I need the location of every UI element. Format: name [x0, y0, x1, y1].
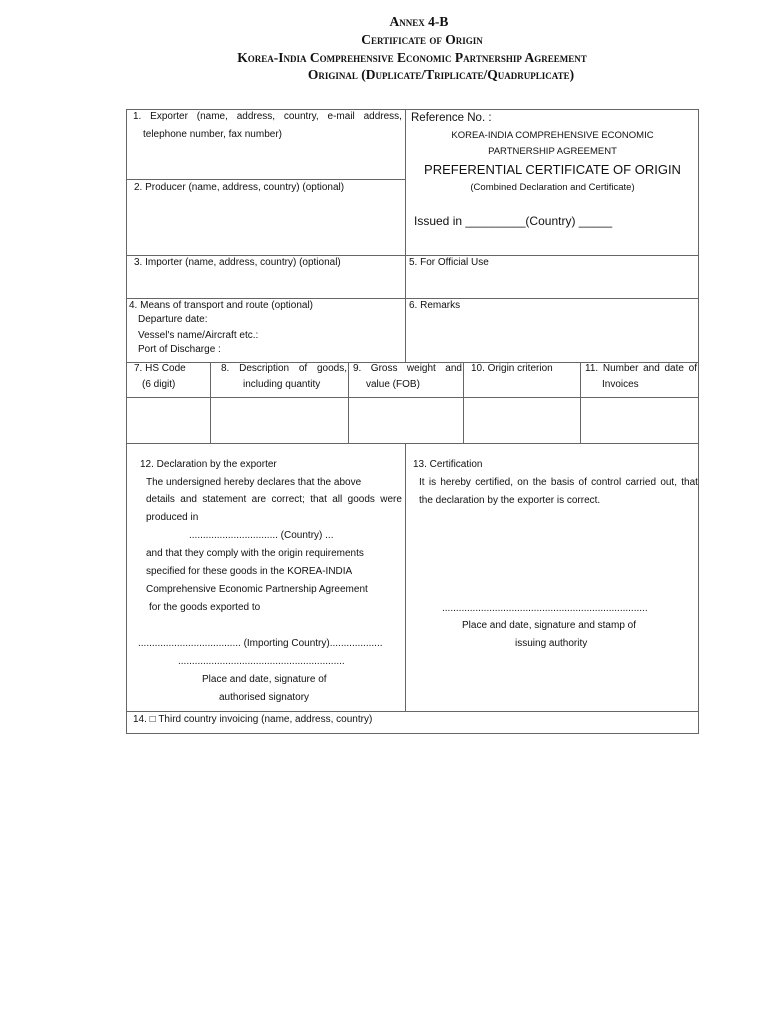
col9-gross-weight-label — [353, 364, 462, 374]
word: out, — [660, 477, 677, 488]
word: were — [380, 494, 402, 505]
word: and — [445, 363, 462, 374]
box13-certification-label: 13. Certification — [413, 459, 483, 470]
authority-signature-line[interactable]: .......................................................................... — [442, 603, 648, 614]
word: the — [532, 477, 547, 488]
certificate-title: Certificate of Origin — [361, 32, 483, 47]
word: all — [332, 494, 343, 505]
word: control — [591, 477, 622, 488]
word: (name, — [196, 111, 228, 122]
divider-col8-col9 — [348, 362, 349, 443]
divider-col7-col8 — [210, 362, 211, 443]
certification-line1 — [419, 478, 698, 488]
word: 11. — [585, 363, 599, 374]
word: 9. — [353, 363, 362, 374]
word: country, — [283, 111, 319, 122]
word: on — [517, 477, 529, 488]
word: are — [251, 494, 267, 505]
declaration-line3: produced in — [146, 512, 199, 523]
vessel-name-label: Vessel's name/Aircraft etc.: — [138, 330, 259, 341]
copies-title: Original (Duplicate/Triplicate/Quadruplicate) — [307, 67, 575, 82]
word: e-mail — [327, 111, 355, 122]
exporter-signature-line[interactable]: ............................................................ — [178, 656, 345, 667]
divider-row4 — [126, 298, 699, 299]
annex-title: Annex 4-B — [389, 14, 449, 29]
declaration-line5: and that they comply with the origin requirements — [146, 548, 364, 559]
reference-no[interactable]: Reference No. : — [411, 112, 492, 124]
col9-gross-weight-label-cont: value (FOB) — [366, 379, 420, 390]
word: hereby — [440, 477, 471, 488]
box12-declaration-label: 12. Declaration by the exporter — [140, 459, 277, 470]
word: address, — [236, 111, 276, 122]
word: Number — [602, 363, 639, 374]
box6-remarks-label: 6. Remarks — [409, 300, 461, 311]
departure-date-label: Departure date: — [138, 314, 208, 325]
word: It — [419, 477, 425, 488]
word: and — [180, 494, 197, 505]
word: weight — [406, 363, 436, 374]
col8-description-label — [221, 364, 347, 374]
divider-row12 — [126, 443, 699, 444]
preferential-certificate-title: PREFERENTIAL CERTIFICATE OF ORIGIN — [424, 162, 681, 177]
divider-box1-box2 — [126, 179, 405, 180]
word: is — [428, 477, 437, 488]
word: 1. — [133, 111, 142, 122]
box14-third-country-label: 14. □ Third country invoicing (name, address, country) — [133, 714, 373, 725]
word: that — [310, 494, 327, 505]
word: correct; — [271, 494, 305, 505]
divider-v-lower — [405, 443, 406, 711]
word: and — [643, 363, 660, 374]
col8-description-label-cont: including quantity — [243, 379, 321, 390]
word: Gross — [370, 363, 398, 374]
word: of — [298, 363, 308, 374]
combined-declaration-subtitle: (Combined Declaration and Certificate) — [470, 182, 635, 193]
exporter-signature-caption-cont: authorised signatory — [219, 692, 310, 703]
divider-row3 — [126, 255, 699, 256]
box5-official-use-label: 5. For Official Use — [409, 257, 489, 268]
word: goods, — [316, 363, 347, 374]
declaration-line2 — [146, 495, 402, 505]
divider-col9-col10 — [463, 362, 464, 443]
declaration-line1: The undersigned hereby declares that the above — [146, 477, 362, 488]
authority-signature-caption: Place and date, signature and stamp of — [462, 620, 637, 631]
divider-row14 — [126, 711, 699, 712]
declaration-line6: specified for these goods in the KOREA-INDIA — [146, 566, 353, 577]
box3-importer-label: 3. Importer (name, address, country) (optional) — [134, 257, 341, 268]
word: statement — [202, 494, 247, 505]
word: date — [664, 363, 684, 374]
word: 8. — [221, 363, 230, 374]
declaration-line7: Comprehensive Economic Partnership Agreement — [146, 584, 368, 595]
divider-col10-col11 — [580, 362, 581, 443]
agreement-line2: PARTNERSHIP AGREEMENT — [488, 146, 617, 157]
col11-invoice-label-cont: Invoices — [602, 379, 639, 390]
exporter-signature-caption: Place and date, signature of — [202, 674, 327, 685]
col10-origin-criterion-label: 10. Origin criterion — [471, 363, 553, 374]
agreement-line1: KOREA-INDIA COMPREHENSIVE ECONOMIC — [451, 130, 654, 141]
word: carried — [625, 477, 657, 488]
box1-exporter-label-cont: telephone number, fax number) — [143, 129, 282, 140]
agreement-title: Korea-India Comprehensive Economic Partnership Agreement — [237, 50, 587, 65]
certification-line2: the declaration by the exporter is correct. — [419, 495, 601, 506]
box4-transport-label: 4. Means of transport and route (optional) — [129, 300, 313, 311]
authority-signature-caption-cont: issuing authority — [515, 638, 588, 649]
word: certified, — [475, 477, 514, 488]
word: basis — [550, 477, 575, 488]
divider-goods-rows — [126, 397, 699, 398]
word: address, — [363, 111, 402, 122]
box1-exporter-label — [133, 112, 402, 122]
declaration-country-line[interactable]: ................................ (Country) ... — [189, 530, 334, 541]
port-of-discharge-label: Port of Discharge : — [138, 344, 221, 355]
word: details — [146, 494, 175, 505]
col7-hs-code-label-cont: (6 digit) — [142, 379, 176, 390]
word: of — [688, 363, 697, 374]
word: of — [578, 477, 587, 488]
word: goods — [347, 494, 375, 505]
box2-producer-label: 2. Producer (name, address, country) (optional) — [134, 182, 345, 193]
word: that — [681, 477, 698, 488]
word: Exporter — [150, 111, 188, 122]
word: Description — [239, 363, 290, 374]
issued-in-country[interactable]: Issued in _________(Country) _____ — [414, 214, 613, 228]
importing-country-line[interactable]: ..................................... (Importing Country)................... — [138, 638, 383, 649]
col7-hs-code-label: 7. HS Code — [134, 363, 186, 374]
declaration-line8: for the goods exported to — [149, 602, 261, 613]
col11-invoice-label — [585, 364, 697, 374]
